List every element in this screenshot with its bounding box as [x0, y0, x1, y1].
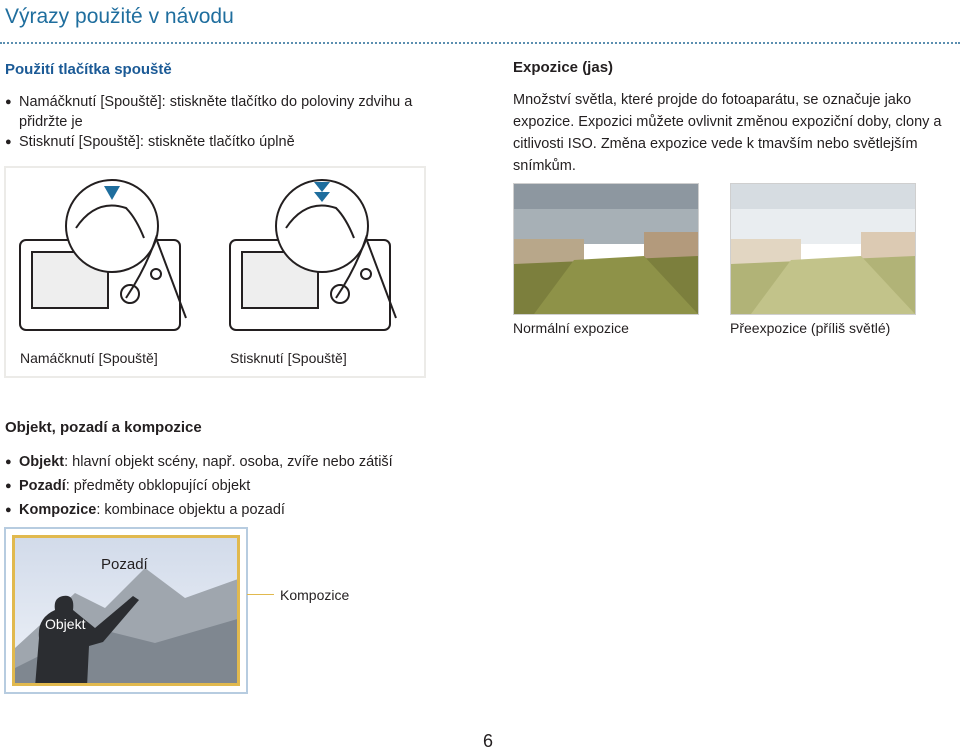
photo-overexposure [730, 183, 916, 315]
page-number: 6 [483, 731, 494, 751]
shutter-bullet-half: ● Namáčknutí [Spouště]: stiskněte tlačítko do poloviny zdvihu a přidržte je [5, 92, 425, 132]
subject-bullets [5, 450, 465, 522]
bullet-background-desc: : předměty obklopující objekt [65, 478, 251, 494]
bullet-background-term: Pozadí [19, 478, 66, 494]
bullet-composition-desc: : kombinace objektu a pozadí [96, 502, 285, 518]
caption-full-press: Stisknutí [Spouště] [230, 350, 347, 366]
composition-illustration [4, 527, 248, 694]
title-divider [0, 42, 960, 44]
page-title: Výrazy použité v návodu [5, 5, 234, 28]
camera-half-press-illustration [20, 180, 186, 330]
caption-half-press: Namáčknutí [Spouště] [20, 350, 158, 366]
subject-heading: Objekt, pozadí a kompozice [5, 419, 202, 436]
shutter-bullets [5, 92, 425, 152]
exposure-heading: Expozice (jas) [513, 59, 614, 76]
bullet-background [5, 474, 465, 498]
caption-normal-exposure: Normální expozice [513, 320, 629, 336]
shutter-heading: Použití tlačítka spouště [5, 61, 172, 78]
label-composition: Kompozice [280, 587, 350, 603]
bullet-subject-desc: : hlavní objekt scény, např. osoba, zvíře nebo zátiší [64, 454, 393, 470]
bullet-subject [5, 450, 465, 474]
bullet-subject-term: Objekt [19, 454, 65, 470]
exposure-text: Množství světla, které projde do fotoaparátu, se označuje jako expozice. Expozici můžete ovlivnit změnou expoziční doby, clony a citlivosti ISO. Změna expozice vede k tmavším nebo světlejším snímkům. [513, 92, 942, 174]
composition-leader-line [247, 594, 274, 595]
camera-full-press-illustration [230, 180, 396, 330]
photo-normal-exposure [513, 183, 699, 315]
shutter-illustration-frame [4, 166, 426, 378]
bullet-composition [5, 498, 465, 522]
label-background: Pozadí [101, 556, 148, 573]
shutter-bullet-full: ● Stisknutí [Spouště]: stiskněte tlačítko úplně [5, 132, 425, 152]
bullet-composition-term: Kompozice [19, 502, 97, 518]
shutter-illustration [6, 168, 424, 336]
label-subject: Objekt [45, 616, 86, 632]
composition-frame [12, 535, 240, 686]
caption-overexposure: Přeexpozice (příliš světlé) [730, 320, 891, 336]
